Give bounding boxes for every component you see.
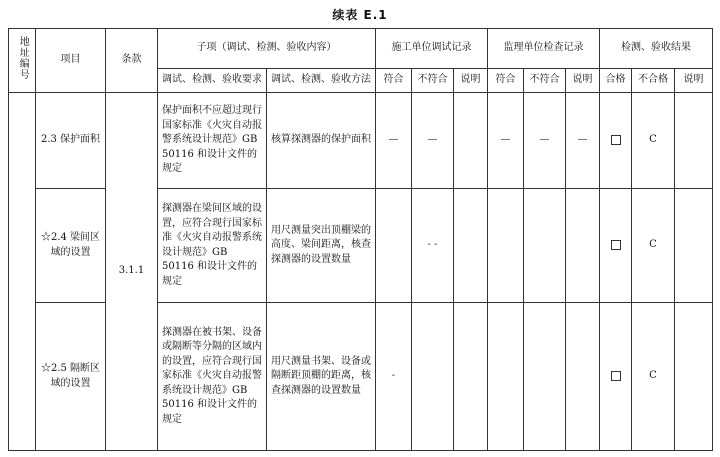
c-nonconform-header: 不符合 [412,69,454,93]
c-note-cell [454,93,488,189]
s-note-cell [566,303,600,451]
req-header: 调试、检测、验收要求 [158,69,267,93]
table-title: 续表 E.1 [332,8,388,22]
addr-code-header: 地址编号 [9,29,36,93]
pass-checkbox[interactable] [611,135,621,145]
c-note-cell [454,303,488,451]
fail-mark-cell[interactable]: C [632,93,675,189]
method-cell: 用尺测量书架、设备或隔断距顶棚的距离，核查探测器的设置数量 [267,303,376,451]
pass-header: 合格 [600,69,632,93]
pass-checkbox[interactable] [611,240,621,250]
table-row [9,93,713,189]
clause-header: 条款 [106,29,158,93]
s-conform-header: 符合 [488,69,524,93]
fail-mark-cell[interactable]: C [632,189,675,303]
supervision-header: 监理单位检查记录 [488,29,600,69]
pass-checkbox-cell[interactable] [600,303,632,451]
c-nonconform-cell: - - [412,189,454,303]
r-note-cell [675,93,713,189]
r-note-header: 说明 [675,69,713,93]
method-cell: 用尺测量突出顶棚梁的高度、梁间距离，核查探测器的设置数量 [267,189,376,303]
s-nonconform-cell [524,303,566,451]
c-conform-cell: - [376,303,412,451]
r-note-cell [675,303,713,451]
result-header: 检测、验收结果 [600,29,713,69]
item-cell: ☆2.5 隔断区域的设置 [36,303,106,451]
subitem-header: 子项（调试、检测、验收内容） [158,29,376,69]
s-note-header: 说明 [566,69,600,93]
s-note-cell [566,189,600,303]
item-cell: 2.3 保护面积 [36,93,106,189]
c-nonconform-cell: — [412,93,454,189]
item-header: 项目 [36,29,106,93]
s-conform-cell: — [488,93,524,189]
fail-mark-cell[interactable]: C [632,303,675,451]
clause-cell: 3.1.1 [106,93,158,451]
req-cell: 探测器在梁间区域的设置，应符合现行国家标准《火灾自动报警系统设计规范》GB 50116 和设计文件的规定 [158,189,267,303]
c-conform-cell [376,189,412,303]
s-conform-cell [488,189,524,303]
acceptance-table [8,28,713,451]
construction-header: 施工单位调试记录 [376,29,488,69]
req-cell: 保护面积不应超过现行国家标准《火灾自动报警系统设计规范》GB 50116 和设计文件的规定 [158,93,267,189]
c-note-header: 说明 [454,69,488,93]
c-nonconform-cell [412,303,454,451]
method-cell: 核算探测器的保护面积 [267,93,376,189]
c-conform-cell: — [376,93,412,189]
s-nonconform-cell [524,189,566,303]
pass-checkbox[interactable] [611,371,621,381]
pass-checkbox-cell[interactable] [600,189,632,303]
pass-checkbox-cell[interactable] [600,93,632,189]
r-note-cell [675,189,713,303]
s-conform-cell [488,303,524,451]
req-cell: 探测器在被书架、设备或隔断等分隔的区域内的设置，应符合现行国家标准《火灾自动报警系统设计规范》GB 50116 和设计文件的规定 [158,303,267,451]
addr-code-cell [9,93,36,451]
fail-header: 不合格 [632,69,675,93]
s-nonconform-header: 不符合 [524,69,566,93]
method-header: 调试、检测、验收方法 [267,69,376,93]
item-cell: ☆2.4 梁间区域的设置 [36,189,106,303]
s-nonconform-cell: — [524,93,566,189]
s-note-cell: — [566,93,600,189]
c-note-cell [454,189,488,303]
c-conform-header: 符合 [376,69,412,93]
